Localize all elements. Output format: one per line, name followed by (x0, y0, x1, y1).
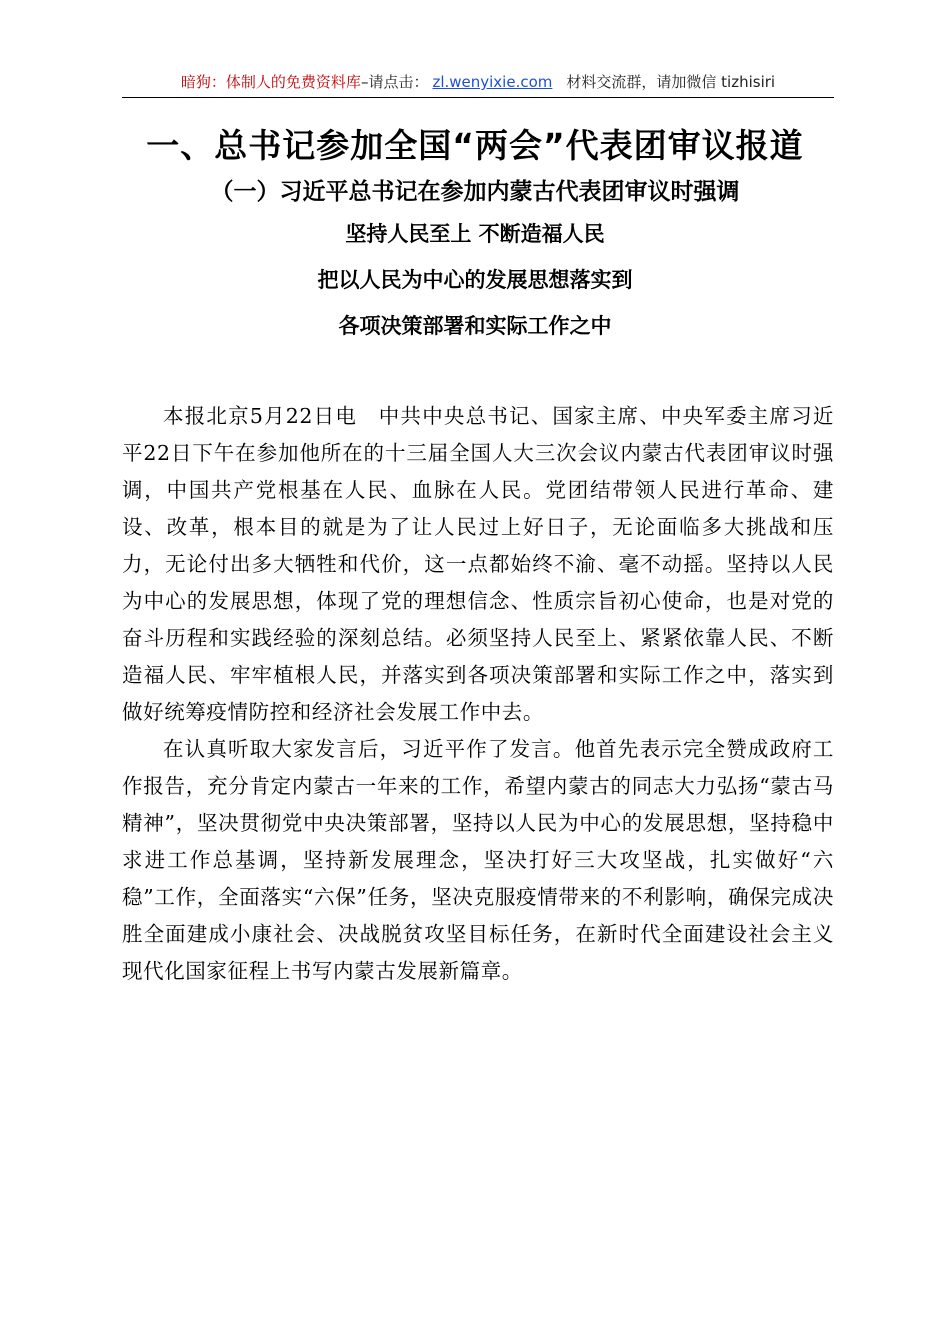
article-paragraph-1: 本报北京5月22日电 中共中央总书记、国家主席、中央军委主席习近平22日下午在参加他所在的十三届全国人大三次会议内蒙古代表团审议时强调，中国共产党根基在人民、血脉在人民。党团结带领人民进行革命、建设、改革，根本目的就是为了让人民过上好日子，无论面临多大挑战和压力，无论付出多大牺牲和代价，这一点都始终不渝、毫不动摇。坚持以人民为中心的发展思想，体现了党的理想信念、性质宗旨初心使命，也是对党的奋斗历程和实践经验的深刻总结。必须坚持人民至上、紧紧依靠人民、不断造福人民、牢牢植根人民，并落实到各项决策部署和实际工作之中，落实到做好统筹疫情防控和经济社会发展工作中去。 (122, 404, 834, 724)
document-subtitle: （一）习近平总书记在参加内蒙古代表团审议时强调 (210, 179, 740, 205)
headline-line-1: 坚持人民至上 不断造福人民 (345, 221, 605, 246)
article-paragraph-2: 在认真听取大家发言后，习近平作了发言。他首先表示完全赞成政府工作报告，充分肯定内蒙古一年来的工作，希望内蒙古的同志大力弘扬“蒙古马精神”，坚决贯彻党中央决策部署，坚持以人民为中心的发展思想，坚持稳中求进工作总基调，坚持新发展理念，坚决打好三大攻坚战，扎实做好“六稳”工作，全面落实“六保”任务，坚决克服疫情带来的不利影响，确保完成决胜全面建成小康社会、决战脱贫攻坚目标任务，在新时代全面建设社会主义现代化国家征程上书写内蒙古发展新篇章。 (122, 737, 834, 983)
document-title: 一、总书记参加全国“两会”代表团审议报道 (146, 126, 804, 165)
header-website-link[interactable]: zl.wenyixie.com (432, 73, 553, 91)
header-source-label: 暗狗：体制人的免费资料库 (180, 73, 361, 91)
header-link-intro: –请点击： (360, 73, 429, 91)
header-divider (122, 97, 834, 98)
article-body (122, 398, 834, 990)
headline-line-3: 各项决策部署和实际工作之中 (338, 313, 612, 338)
header-contact-text: 材料交流群，请加微信 tizhisiri (566, 73, 776, 91)
page-header (122, 70, 834, 96)
headline-line-2: 把以人民为中心的发展思想落实到 (317, 267, 633, 292)
